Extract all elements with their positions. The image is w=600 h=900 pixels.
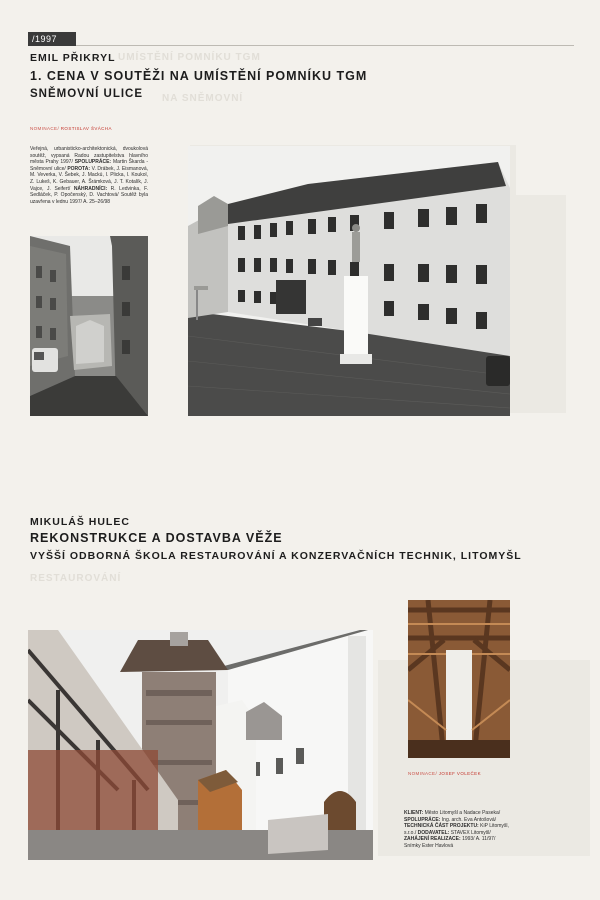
caption-text: 1993/ A. 11/97/ Snímky Ester Havlová <box>404 836 496 849</box>
article2-author: MIKULÁŠ HULEC <box>30 516 130 528</box>
ghost-text: NA SNĚMOVNÍ <box>162 93 244 104</box>
caption-text: KiP Litomyšl, s.r.o./ <box>404 823 509 836</box>
article1-caption <box>30 146 148 205</box>
header-rule <box>76 45 574 46</box>
article1-author: EMIL PŘIKRYL <box>30 52 116 64</box>
caption-text: STAVEX Litomyšl/ <box>450 829 491 836</box>
article1-title: 1. CENA V SOUTĚŽI NA UMÍSTĚNÍ POMNÍKU TGM <box>30 69 368 83</box>
nomination-name: JOSEF VOLEČEK <box>438 771 481 776</box>
caption-intro: Veřejná, urbanisticko-architektonická, dvoukolová soutěž, vypsaná Radou zastupitelstva hlavního města Prahy 1997/ <box>30 146 148 166</box>
ghost-text: RESTAUROVÁNÍ <box>30 573 122 584</box>
nomination-label: NOMINACE/ <box>408 771 438 776</box>
caption-label: SPOLUPRÁCE: <box>74 159 112 166</box>
caption-label: ZAHÁJENÍ REALIZACE: <box>404 836 461 843</box>
caption-label: KLIENT: <box>404 810 424 816</box>
nomination-label: NOMINACE/ <box>30 126 60 131</box>
caption-text: V. Drábek, J. Eismanová, M. Veverka, V. Šebek, J. Mackú, I. Plicka, I. Koukol, Z. Lukeš, K. Gebauer, A. Šrámková, J. T. Kotalík, J. Vajce, J. Seifert/ <box>30 165 149 192</box>
caption-label: POROTA: <box>67 165 90 172</box>
article2-title: REKONSTRUKCE A DOSTAVBA VĚŽE <box>30 531 283 545</box>
caption-label: TECHNICKÁ ČÁST PROJEKTU: <box>404 823 479 830</box>
ghost-panel <box>510 195 566 413</box>
nomination-name: ROSTISLAV ŠVÁCHA <box>60 126 112 131</box>
caption-text: Město Litomyšl a Nadace Paseka/ <box>424 810 501 816</box>
caption-label: NÁHRADNÍCI: <box>73 185 108 192</box>
caption-text: Martin Škarda - Sněmovní ulice/ <box>30 159 149 172</box>
article2-nomination <box>408 771 481 776</box>
caption-text: Ing. arch. Eva Antošová/ <box>441 816 496 823</box>
photo-tower-interior <box>408 600 510 758</box>
article2-caption <box>404 810 512 850</box>
article2-subtitle: VYŠŠÍ ODBORNÁ ŠKOLA RESTAUROVÁNÍ A KONZERVAČNÍCH TECHNIK, LITOMYŠL <box>30 550 522 562</box>
caption-label: DODAVATEL: <box>417 829 450 836</box>
photo-litomysl-tower <box>28 630 373 860</box>
caption-label: SPOLUPRÁCE: <box>404 816 441 823</box>
article1-nomination <box>30 126 112 131</box>
photo-snemovni-square <box>188 146 510 416</box>
caption-text: R. Ledvinka, F. Sedláček, P. Opočenský, D. Vachtová/ Soutěž byla uzavřena v lednu 1997/ A. 25–26/98 <box>30 185 148 205</box>
photo-street <box>30 236 148 416</box>
year-tab: /1997 <box>28 32 76 46</box>
ghost-text: UMÍSTĚNÍ POMNÍKU TGM <box>118 52 261 63</box>
article1-subtitle: SNĚMOVNÍ ULICE <box>30 88 144 100</box>
